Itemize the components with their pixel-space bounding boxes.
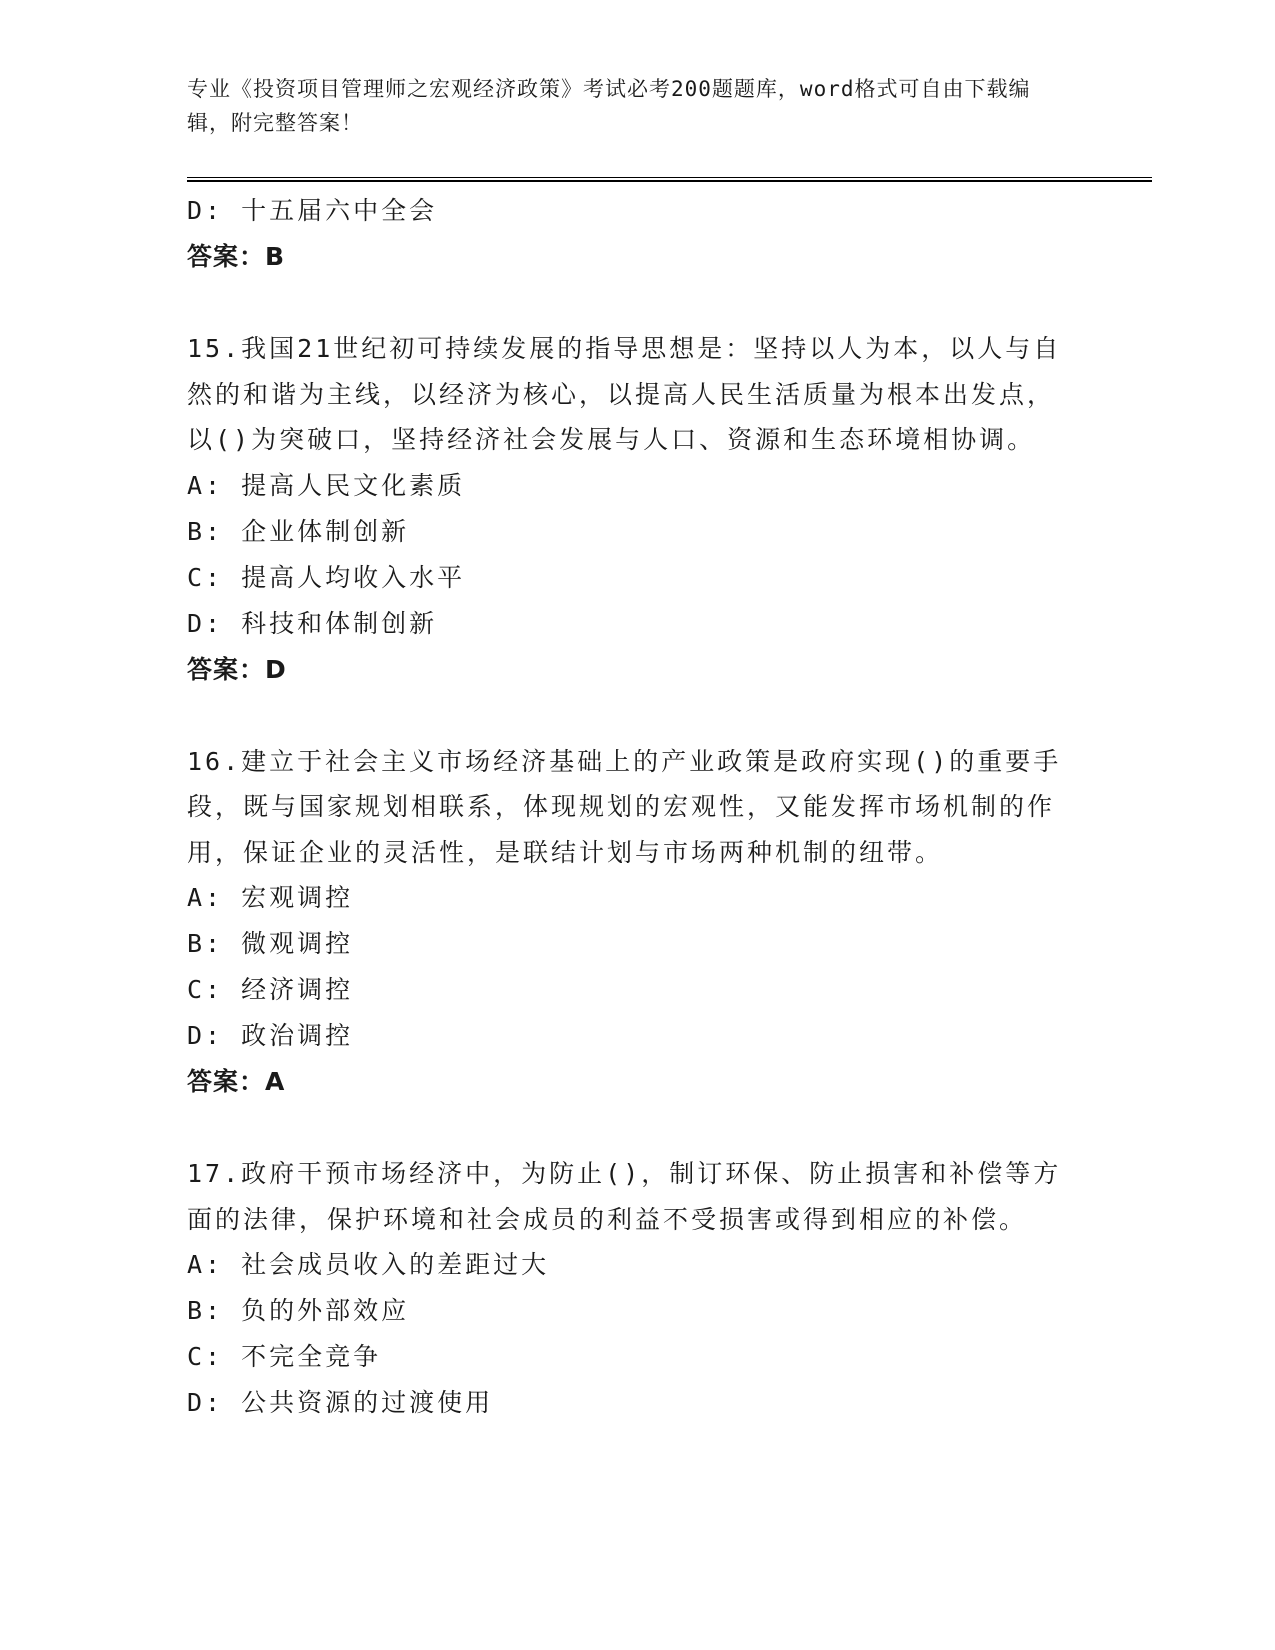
question-content [187, 188, 1067, 1426]
option-a: A: 宏观调控 [187, 883, 354, 912]
spacer [187, 280, 1067, 326]
document-header: 专业《投资项目管理师之宏观经济政策》考试必考200题题库，word格式可自由下载编辑，附完整答案！ [187, 77, 1031, 135]
option-d: D: 科技和体制创新 [187, 608, 438, 638]
option-b: B: 负的外部效应 [187, 1296, 410, 1325]
header-divider-thick [187, 180, 1152, 182]
option-d: D: 十五届六中全会 [187, 196, 438, 225]
question-text: 16.建立于社会主义市场经济基础上的产业政策是政府实现()的重要手段，既与国家规划相联系，体现规划的宏观性，又能发挥市场机制的作用，保证企业的灵活性，是联结计划与市场两种机制的纽带。 [187, 746, 1062, 867]
option-b: B: 企业体制创新 [187, 516, 410, 546]
option-c: C: 提高人均收入水平 [187, 562, 466, 592]
header-divider-thin [187, 177, 1152, 178]
option-c: C: 不完全竞争 [187, 1342, 382, 1371]
question-15 [187, 326, 1067, 693]
spacer [187, 693, 1067, 739]
option-a: A: 社会成员收入的差距过大 [187, 1250, 550, 1279]
option-a: A: 提高人民文化素质 [187, 470, 466, 500]
option-c: C: 经济调控 [187, 975, 354, 1004]
option-d: D: 政治调控 [187, 1021, 354, 1050]
question-16 [187, 739, 1067, 1106]
question-17 [187, 1151, 1067, 1426]
spacer [187, 1105, 1067, 1151]
option-b: B: 微观调控 [187, 929, 354, 958]
answer-label: 答案：D [187, 654, 287, 684]
question-text: 17.政府干预市场经济中，为防止()，制订环保、防止损害和补偿等方面的法律，保护环境和社会成员的利益不受损害或得到相应的补偿。 [187, 1159, 1062, 1234]
question-text: 15.我国21世纪初可持续发展的指导思想是：坚持以人为本，以人与自然的和谐为主线，以经济为核心，以提高人民生活质量为根本出发点，以()为突破口，坚持经济社会发展与人口、资源和生态环境相协调。 [187, 334, 1062, 454]
option-d: D: 公共资源的过渡使用 [187, 1388, 494, 1417]
answer-label: 答案：A [187, 1067, 286, 1096]
answer-label: 答案：B [187, 242, 286, 271]
